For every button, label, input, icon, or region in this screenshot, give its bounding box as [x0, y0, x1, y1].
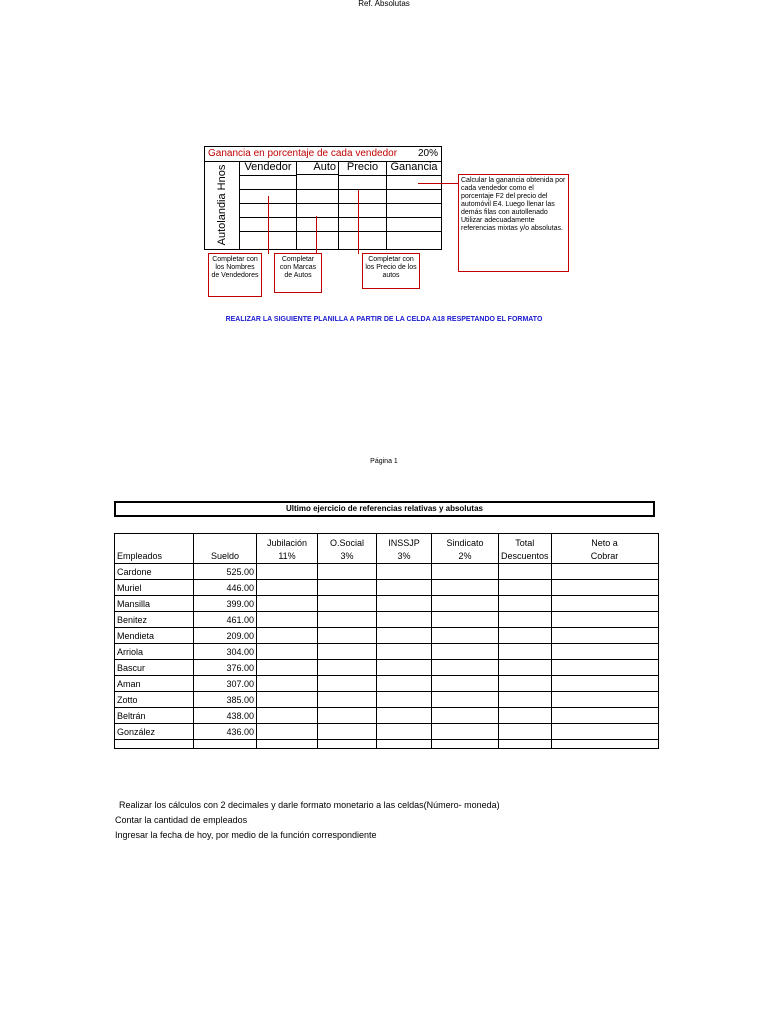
empty-cell: [432, 612, 499, 628]
header-inssjp: INSSJP 3%: [377, 534, 432, 564]
empty-cell: [432, 740, 499, 749]
empty-cell: [257, 580, 318, 596]
employee-name-cell: Muriel: [115, 580, 194, 596]
empty-cell: [257, 564, 318, 580]
employee-name-cell: Mansilla: [115, 596, 194, 612]
table-row: [115, 628, 659, 644]
salary-table-header-row: [115, 534, 659, 564]
empty-cell: [551, 612, 658, 628]
salary-table: [114, 533, 659, 749]
header-neto-cobrar: Neto a Cobrar: [551, 534, 658, 564]
note-marcas: Completar con Marcas de Autos: [274, 253, 322, 293]
empty-cell: [318, 596, 377, 612]
empty-cell: [432, 676, 499, 692]
empty-cell: [432, 708, 499, 724]
empty-cell: [551, 740, 658, 749]
table-row: [115, 596, 659, 612]
footer-line-2: Contar la cantidad de empleados: [115, 815, 248, 825]
empty-cell: [499, 740, 552, 749]
header-sindicato: Sindicato 2%: [432, 534, 499, 564]
empty-cell: [377, 740, 432, 749]
table-row: [115, 708, 659, 724]
footer-line-3: Ingresar la fecha de hoy, por medio de la función correspondiente: [115, 830, 377, 840]
mini-table-top-row: [205, 147, 441, 162]
employee-name-cell: Beltrán: [115, 708, 194, 724]
employee-name-cell: Bascur: [115, 660, 194, 676]
empty-cell: [257, 660, 318, 676]
empty-cell: [318, 740, 377, 749]
empty-cell: [318, 724, 377, 740]
note-precios: Completar con los Precio de los autos: [362, 253, 420, 289]
header-total-descuentos: Total Descuentos: [499, 534, 552, 564]
empty-cell: [551, 692, 658, 708]
empty-cell: [499, 612, 552, 628]
salary-cell: 438.00: [194, 708, 257, 724]
salary-cell: 399.00: [194, 596, 257, 612]
employee-name-cell: Mendieta: [115, 628, 194, 644]
empty-cell: [432, 724, 499, 740]
header-jubilacion: Jubilación 11%: [257, 534, 318, 564]
empty-cell: [318, 612, 377, 628]
note-vendedores: Completar con los Nombres de Vendedores: [208, 253, 262, 297]
empty-cell: [432, 628, 499, 644]
empty-cell: [318, 676, 377, 692]
empty-cell: [432, 564, 499, 580]
empty-cell: [115, 740, 194, 749]
mini-col-vendedor: Vendedor: [240, 161, 297, 176]
empty-cell: [551, 676, 658, 692]
table-row: [115, 692, 659, 708]
empty-cell: [318, 564, 377, 580]
empty-cell: [318, 644, 377, 660]
table-row: [115, 580, 659, 596]
empty-cell: [377, 724, 432, 740]
empty-cell: [257, 724, 318, 740]
empty-cell: [377, 708, 432, 724]
empty-cell: [551, 580, 658, 596]
empty-cell: [432, 644, 499, 660]
empty-cell: [318, 660, 377, 676]
mini-table-top-label: Ganancia en porcentaje de cada vendedor: [208, 148, 398, 159]
header-sueldo: Sueldo: [194, 534, 257, 564]
empty-cell: [551, 564, 658, 580]
mini-table-vertical-text: Autolandia Hnos: [216, 164, 228, 246]
empty-cell: [432, 580, 499, 596]
salary-table-body: [115, 564, 659, 749]
mini-col-ganancia: Ganancia: [387, 161, 441, 176]
page-label: Página 1: [370, 458, 398, 465]
table-row: [115, 644, 659, 660]
mini-table-grid: [240, 175, 441, 249]
empty-cell: [499, 628, 552, 644]
empty-cell: [377, 676, 432, 692]
header-osocial: O.Social 3%: [318, 534, 377, 564]
salary-cell: 461.00: [194, 612, 257, 628]
employee-name-cell: Benitez: [115, 612, 194, 628]
table-row: [115, 660, 659, 676]
mini-table-percent: 20%: [417, 148, 438, 159]
empty-cell: [499, 692, 552, 708]
empty-cell: [194, 740, 257, 749]
instruction-text: REALIZAR LA SIGUIENTE PLANILLA A PARTIR DE LA CELDA A18 RESPETANDO EL FORMATO: [225, 316, 543, 323]
empty-cell: [551, 724, 658, 740]
empty-cell: [377, 564, 432, 580]
salary-cell: 385.00: [194, 692, 257, 708]
empty-cell: [377, 612, 432, 628]
note-ganancia: Calcular la ganancia obtenida por cada vendedor como el porcentaje F2 del precio del automóvil E4. Luego llenar las demás filas con autollenado Utilizar adecuadamente referencias mixtas y/o absolutas.: [458, 174, 569, 272]
empty-cell: [499, 724, 552, 740]
empty-cell: [551, 708, 658, 724]
salary-cell: 376.00: [194, 660, 257, 676]
employee-name-cell: González: [115, 724, 194, 740]
mini-col-auto: Auto: [297, 161, 339, 175]
empty-cell: [377, 644, 432, 660]
table-row: [115, 564, 659, 580]
empty-cell: [499, 596, 552, 612]
empty-cell: [377, 596, 432, 612]
table-row-empty: [115, 740, 659, 749]
empty-cell: [257, 708, 318, 724]
page-header-title: Ref. Absolutas: [358, 0, 410, 8]
mini-col-precio: Precio: [339, 161, 387, 176]
empty-cell: [318, 580, 377, 596]
empty-cell: [257, 644, 318, 660]
header-empleados: Empleados: [115, 534, 194, 564]
employee-name-cell: Zotto: [115, 692, 194, 708]
mini-table-vertical-label: [205, 161, 240, 249]
salary-cell: 525.00: [194, 564, 257, 580]
employee-name-cell: Arriola: [115, 644, 194, 660]
salary-cell: 304.00: [194, 644, 257, 660]
salary-cell: 436.00: [194, 724, 257, 740]
empty-cell: [499, 660, 552, 676]
empty-cell: [257, 692, 318, 708]
empty-cell: [551, 628, 658, 644]
empty-cell: [377, 692, 432, 708]
employee-name-cell: Aman: [115, 676, 194, 692]
empty-cell: [432, 660, 499, 676]
empty-cell: [318, 708, 377, 724]
empty-cell: [551, 596, 658, 612]
footer-line-1: Realizar los cálculos con 2 decimales y darle formato monetario a las celdas(Número- moneda): [119, 800, 500, 810]
empty-cell: [257, 612, 318, 628]
empty-cell: [432, 692, 499, 708]
salary-cell: 446.00: [194, 580, 257, 596]
empty-cell: [499, 644, 552, 660]
empty-cell: [377, 628, 432, 644]
empty-cell: [551, 660, 658, 676]
table-row: [115, 724, 659, 740]
mini-table: [204, 146, 442, 250]
empty-cell: [432, 596, 499, 612]
salary-cell: 209.00: [194, 628, 257, 644]
empty-cell: [377, 660, 432, 676]
table-row: [115, 676, 659, 692]
empty-cell: [257, 628, 318, 644]
empty-cell: [377, 580, 432, 596]
table-row: [115, 612, 659, 628]
empty-cell: [257, 740, 318, 749]
empty-cell: [257, 676, 318, 692]
empty-cell: [499, 564, 552, 580]
employee-name-cell: Cardone: [115, 564, 194, 580]
salary-cell: 307.00: [194, 676, 257, 692]
empty-cell: [499, 708, 552, 724]
empty-cell: [318, 628, 377, 644]
empty-cell: [257, 596, 318, 612]
empty-cell: [499, 580, 552, 596]
salary-table-title: Ultimo ejercicio de referencias relativas y absolutas: [114, 501, 655, 517]
empty-cell: [551, 644, 658, 660]
empty-cell: [499, 676, 552, 692]
empty-cell: [318, 692, 377, 708]
